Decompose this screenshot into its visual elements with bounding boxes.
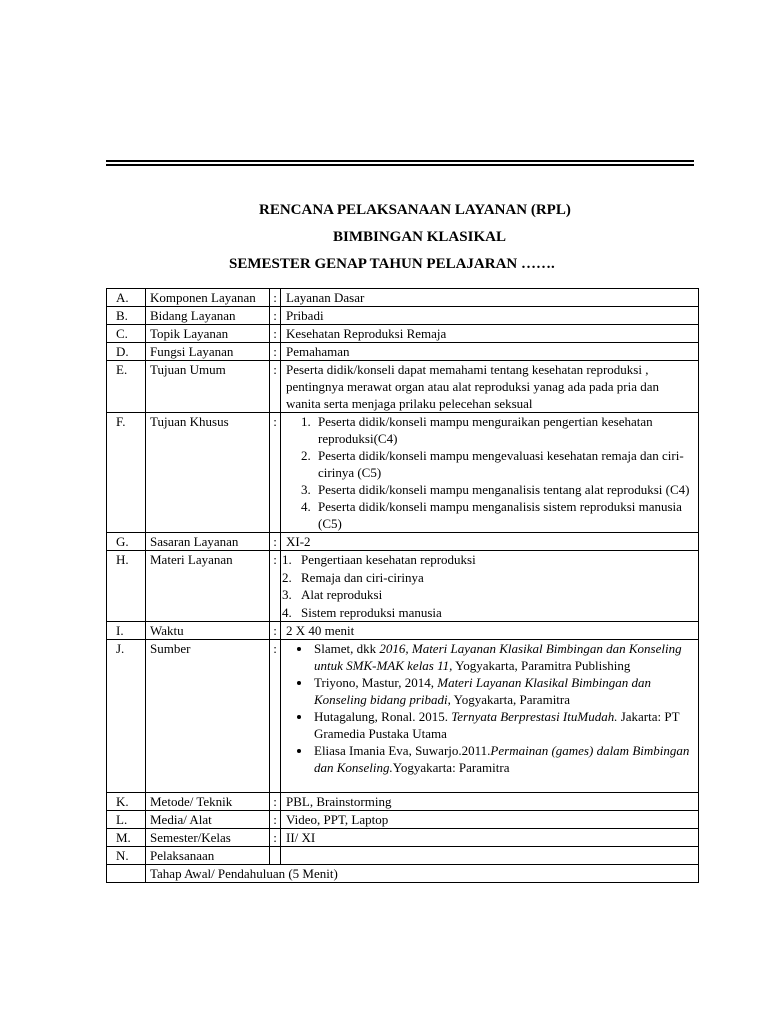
row-letter: I. [107,622,146,640]
doc-semester: SEMESTER GENAP TAHUN PELAJARAN ……. [229,256,555,272]
top-double-rule-lower [106,164,694,166]
source-item: • Triyono, Mastur, 2014, Materi Layanan Klasikal Bimbingan dan Konseling bidang pribadi, Yogyakarta, Paramitra [312,674,694,708]
row-separator: : [270,829,281,847]
list-item: 3. Alat reproduksi [295,586,694,604]
table-row [107,811,699,829]
row-letter: N. [107,847,146,865]
row-separator: : [270,325,281,343]
table-row [107,793,699,811]
row-separator: : [270,343,281,361]
table-row [107,289,699,307]
row-separator: : [270,361,281,413]
table-row [107,533,699,551]
row-value: Peserta didik/konseli dapat memahami tentang kesehatan reproduksi , pentingnya merawat organ atau alat reproduksi yanag ada pada pria dan wanita serta menjaga prilaku pelecehan seksual [281,361,699,413]
row-label: Pelaksanaan [146,847,270,865]
row-separator: : [270,622,281,640]
row-separator: : [270,413,281,533]
row-letter: M. [107,829,146,847]
row-label: Komponen Layanan [146,289,270,307]
row-value: PBL, Brainstorming [281,793,699,811]
table-row [107,829,699,847]
rpl-table [106,288,699,883]
list-item: 3. Peserta didik/konseli mampu menganalisis tentang alat reproduksi (C4) [314,481,694,498]
list-item: 4. Sistem reproduksi manusia [295,604,694,622]
list-item: 1. Pengertiaan kesehatan reproduksi [295,551,694,569]
row-value [281,847,699,865]
row-label: Tujuan Khusus [146,413,270,533]
row-value: 2 X 40 menit [281,622,699,640]
top-double-rule-upper [106,160,694,162]
doc-subtitle: BIMBINGAN KLASIKAL [333,229,506,245]
row-label: Waktu [146,622,270,640]
row-letter: L. [107,811,146,829]
stage-heading: Tahap Awal/ Pendahuluan (5 Menit) [146,865,699,883]
row-value: Pemahaman [281,343,699,361]
list-item: 2. Peserta didik/konseli mampu mengevaluasi kesehatan remaja dan ciri-cirinya (C5) [314,447,694,481]
list-item: 4. Peserta didik/konseli mampu menganalisis sistem reproduksi manusia (C5) [314,498,694,532]
row-letter: D. [107,343,146,361]
row-value: XI-2 [281,533,699,551]
row-label: Fungsi Layanan [146,343,270,361]
row-letter: J. [107,640,146,793]
table-row [107,307,699,325]
list-item: 2. Remaja dan ciri-cirinya [295,569,694,587]
row-letter: A. [107,289,146,307]
row-value [281,640,699,793]
row-label: Topik Layanan [146,325,270,343]
source-item: • Eliasa Imania Eva, Suwarjo.2011.Permainan (games) dalam Bimbingan dan Konseling.Yogyakarta: Paramitra [312,742,694,776]
table-row [107,865,699,883]
row-label: Materi Layanan [146,551,270,622]
table-row [107,847,699,865]
row-value: Layanan Dasar [281,289,699,307]
row-label: Media/ Alat [146,811,270,829]
row-value: Pribadi [281,307,699,325]
source-item: • Slamet, dkk 2016, Materi Layanan Klasikal Bimbingan dan Konseling untuk SMK-MAK kelas 11, Yogyakarta, Paramitra Publishing [312,640,694,674]
row-letter: F. [107,413,146,533]
row-separator: : [270,551,281,622]
row-value: II/ XI [281,829,699,847]
row-separator: : [270,307,281,325]
table-row [107,361,699,413]
row-value: Kesehatan Reproduksi Remaja [281,325,699,343]
row-letter: B. [107,307,146,325]
row-letter: K. [107,793,146,811]
row-letter: H. [107,551,146,622]
material-list [281,551,694,621]
row-letter [107,865,146,883]
table-row [107,622,699,640]
row-value [281,413,699,533]
source-item: • Hutagalung, Ronal. 2015. Ternyata Berprestasi ItuMudah. Jakarta: PT Gramedia Pustaka Utama [312,708,694,742]
source-list [286,640,694,776]
row-label: Semester/Kelas [146,829,270,847]
table-row [107,551,699,622]
row-letter: G. [107,533,146,551]
table-row [107,343,699,361]
row-letter: C. [107,325,146,343]
list-item: 1. Peserta didik/konseli mampu menguraikan pengertian kesehatan reproduksi(C4) [314,413,694,447]
row-letter: E. [107,361,146,413]
table-row [107,325,699,343]
row-separator [270,847,281,865]
objective-list [286,413,694,532]
row-label: Sumber [146,640,270,793]
row-separator: : [270,793,281,811]
row-label: Bidang Layanan [146,307,270,325]
row-label: Sasaran Layanan [146,533,270,551]
table-row [107,640,699,793]
row-separator: : [270,289,281,307]
row-separator: : [270,533,281,551]
doc-title: RENCANA PELAKSANAAN LAYANAN (RPL) [259,202,571,218]
row-label: Tujuan Umum [146,361,270,413]
row-label: Metode/ Teknik [146,793,270,811]
table-row [107,413,699,533]
row-value: Video, PPT, Laptop [281,811,699,829]
row-value [281,551,699,622]
row-separator: : [270,811,281,829]
row-separator: : [270,640,281,793]
